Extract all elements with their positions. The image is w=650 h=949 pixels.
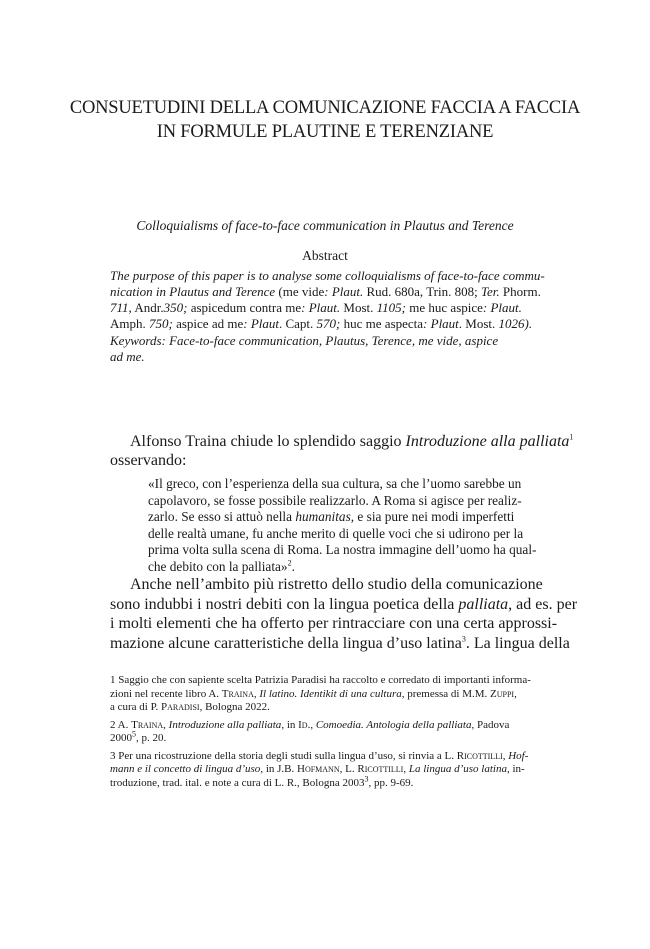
keywords-line-2: ad me. <box>110 349 145 364</box>
footnote-ref-2: 2 <box>287 558 292 568</box>
title-line-2: IN FORMULE PLAUTINE E TERENZIANE <box>156 122 494 142</box>
title-line-1: CONSUETUDINI DELLA COMUNICAZIONE FACCIA A FACCIA <box>69 98 581 118</box>
keywords-line-1: Keywords: Face-to-face communication, Plautus, Terence, me vide, aspice <box>110 333 499 348</box>
para2-line-4: mazione alcune caratteristiche della lingua d’uso latina$^3$. La lingua della <box>110 634 570 652</box>
article-title <box>0 96 650 144</box>
abstract-line-2: nication in Plautus and Terence (me vide: Plaut. Rud. 680a, Trin. 808; Ter. Phorm. <box>110 284 541 299</box>
body-paragraph-2 <box>110 575 578 653</box>
abstract-heading: Abstract <box>302 248 348 263</box>
quote-line-2: capolavoro, se fosse possibile realizzarlo. A Roma si agisce per realiz- <box>148 492 522 508</box>
footnotes <box>110 674 542 794</box>
quote-line-1: «Il greco, con l’esperienza della sua cultura, sa che l’uomo sarebbe un <box>148 476 522 491</box>
para2-line-1: Anche nell’ambito più ristretto dello studio della comunicazione <box>130 576 543 593</box>
footnote-3: 3 Per una ricostruzione della storia degli studi sulla lingua d’uso, si rinvia a L. Ricottilli, Hof- mann e il concetto di lingua d’uso, in J.B. Hofmann, L. Ricottilli, La lingua d’uso latina, in- troduzione, trad. ital. e note a cura di L. R., Bologna 2003$^3$, pp. 9-69. <box>110 749 529 789</box>
footnote-2: 2 A. Traina, Introduzione alla palliata, in Id., Comoedia. Antologia della palliata, Padova 2000$^5$, p. 20. <box>110 718 510 744</box>
block-quote <box>148 476 542 575</box>
abstract-body <box>110 268 545 332</box>
abstract-line-4: Amph. 750; aspice ad me: Plaut. Capt. 570; huc me aspecta: Plaut. Most. 1026). <box>110 316 533 331</box>
para2-line-3: i molti elementi che ha offerto per rintracciare con una certa approssi- <box>110 615 558 632</box>
quote-line-5: prima volta sulla scena di Roma. La nostra immagine dell’uomo ha qual- <box>148 542 537 557</box>
body-paragraph-1 <box>110 432 574 470</box>
para2-line-2: sono indubbi i nostri debiti con la lingua poetica della palliata, ad es. per <box>110 595 578 613</box>
english-subtitle: Colloquialisms of face-to-face communication in Plautus and Terence <box>136 218 514 233</box>
quote-line-6: che debito con la palliata»$^2$. <box>148 558 295 574</box>
para1-line-1: Alfonso Traina chiude lo splendido saggio Introduzione alla palliata$^1$ <box>130 432 574 450</box>
footnote-ref-3: 3 <box>461 634 466 644</box>
quote-line-3: zarlo. Se esso si attuò nella humanitas, e sia pure nei modi imperfetti <box>148 509 515 524</box>
keywords <box>110 333 540 365</box>
abstract-line-1: The purpose of this paper is to analyse some colloquialisms of face-to-face commu- <box>110 268 545 283</box>
abstract-line-3: 711, Andr.350; aspicedum contra me: Plaut. Most. 1105; me huc aspice: Plaut. <box>110 300 522 315</box>
footnote-1: 1 Saggio che con sapiente scelta Patrizia Paradisi ha raccolto e corredato di importanti informa- zioni nel recente libro A. Traina, Il latino. Identikit di una cultura, premessa di M.M. Zuppi, a cura di P. Paradisi, Bologna 2022. <box>110 674 531 713</box>
footnote-ref-1: 1 <box>569 432 574 442</box>
para1-line-2: osservando: <box>110 452 187 469</box>
quote-line-4: delle realtà umane, fu anche merito di quelle voci che si udirono per la <box>148 525 524 541</box>
